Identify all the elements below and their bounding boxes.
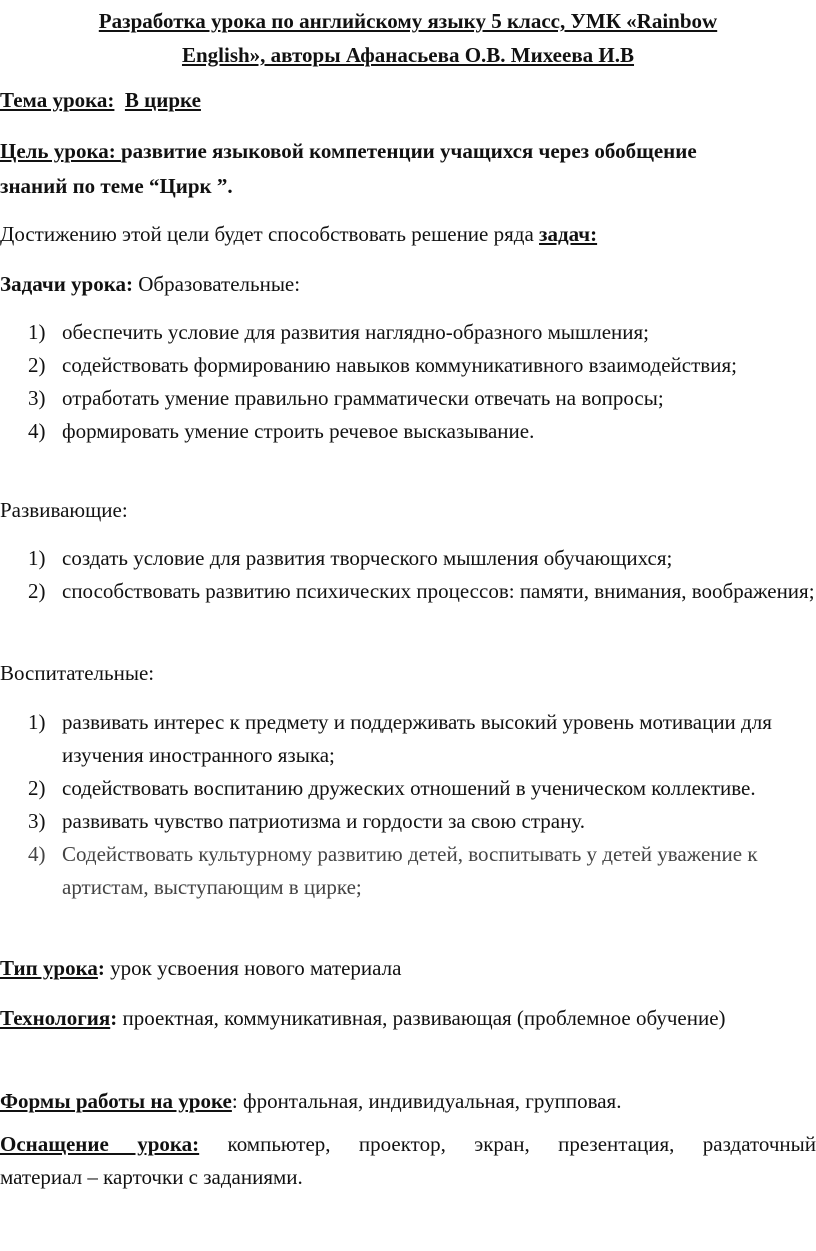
lesson-type-value: урок усвоения нового материала — [104, 956, 402, 980]
equipment-paragraph — [0, 1128, 816, 1194]
intro-text: Достижению этой цели будет способствовать решение ряда — [0, 222, 540, 246]
list-text: содействовать воспитанию дружеских отношений в ученическом коллективе. — [62, 776, 756, 800]
work-forms-value: : фронтальная, индивидуальная, групповая. — [231, 1089, 622, 1113]
list-text: развивать интерес к предмету и поддерживать высокий уровень мотивации для изучения иностранного языка; — [62, 710, 772, 767]
work-forms-label: Формы работы на уроке — [0, 1089, 232, 1113]
list-number: 2) — [28, 776, 46, 800]
equipment-label: Оснащение урока: — [0, 1132, 200, 1156]
list-item — [0, 575, 816, 608]
list-item — [0, 349, 816, 382]
list-text: содействовать формированию навыков коммуникативного взаимодействия; — [62, 353, 737, 377]
lesson-type-colon: : — [97, 956, 105, 980]
list-text: отработать умение правильно грамматически отвечать на вопросы; — [62, 386, 664, 410]
list-text: формировать умение строить речевое высказывание. — [62, 419, 535, 443]
educational-label: Образовательные: — [133, 272, 301, 296]
topic-value: В цирке — [124, 88, 201, 112]
list-item — [0, 382, 816, 415]
upbringing-heading: Воспитательные: — [0, 661, 155, 685]
technology-label: Технология — [0, 1006, 111, 1030]
list-text: обеспечить условие для развития наглядно-образного мышления; — [62, 320, 649, 344]
tasks-label: Задачи урока: — [0, 272, 134, 296]
list-number: 3) — [28, 386, 46, 410]
technology-colon: : — [110, 1006, 118, 1030]
technology-paragraph — [0, 1002, 816, 1035]
goal-paragraph — [0, 134, 816, 204]
list-text: создать условие для развития творческого мышления обучающихся; — [62, 546, 673, 570]
topic-line — [0, 84, 816, 117]
list-number: 1) — [28, 710, 46, 734]
list-number: 4) — [28, 842, 46, 866]
work-forms-line — [0, 1085, 816, 1118]
title-line-2: English», авторы Афанасьева О.В. Михеева И.В — [181, 43, 635, 67]
lesson-type-line — [0, 952, 816, 985]
list-item — [0, 838, 816, 904]
list-text: развивать чувство патриотизма и гордости за свою страну. — [62, 809, 585, 833]
goal-label: Цель урока: — [0, 139, 121, 163]
list-number: 1) — [28, 546, 46, 570]
list-item — [0, 542, 816, 575]
equipment-value-line-2: материал – карточки с заданиями. — [0, 1165, 303, 1189]
developing-list — [0, 542, 816, 608]
goal-value-line-1: развитие языковой компетенции учащихся через обобщение — [121, 139, 697, 163]
equipment-value-line-1: компьютер, проектор, экран, презентация, раздаточный — [199, 1132, 816, 1156]
educational-list — [0, 316, 816, 448]
lesson-type-label: Тип урока — [0, 956, 98, 980]
title-line-1: Разработка урока по английскому языку 5 класс, УМК «Rainbow — [98, 9, 718, 33]
list-item — [0, 772, 816, 805]
technology-value: проектная, коммуникативная, развивающая (проблемное обучение) — [117, 1006, 726, 1030]
document-title — [0, 4, 816, 72]
list-item — [0, 706, 816, 772]
equipment-line-1 — [0, 1128, 816, 1161]
intro-paragraph — [0, 218, 816, 251]
intro-tasks-word: задач: — [539, 222, 598, 246]
tasks-heading — [0, 268, 816, 301]
developing-heading: Развивающие: — [0, 498, 128, 522]
list-text: Содействовать культурному развитию детей, воспитывать у детей уважение к артистам, выступающим в цирке; — [62, 842, 758, 899]
list-text: способствовать развитию психических процессов: памяти, внимания, воображения; — [62, 579, 815, 603]
list-number: 3) — [28, 809, 46, 833]
list-number: 2) — [28, 579, 46, 603]
list-number: 2) — [28, 353, 46, 377]
list-item — [0, 415, 816, 448]
list-item — [0, 805, 816, 838]
list-item — [0, 316, 816, 349]
topic-label: Тема урока: — [0, 88, 115, 112]
goal-value-line-2: знаний по теме “Цирк ”. — [0, 174, 233, 198]
list-number: 4) — [28, 419, 46, 443]
list-number: 1) — [28, 320, 46, 344]
upbringing-list — [0, 706, 816, 904]
